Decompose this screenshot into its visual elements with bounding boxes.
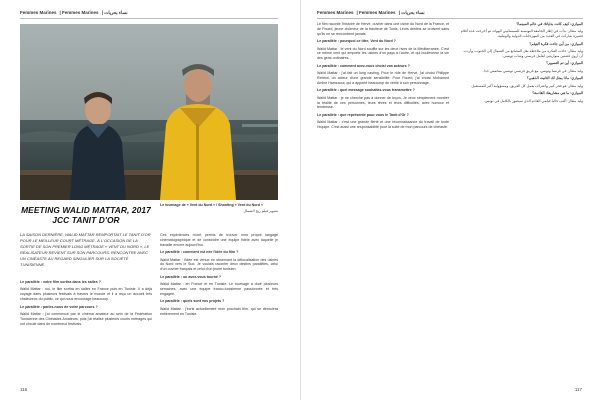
column-b [160, 233, 278, 319]
paragraph: وليد مطار: هو فخر كبير واعتراف بعمل كل الفريق، ومسؤولية أكبر للمستقبل. [470, 83, 583, 88]
paragraph: Le parallèle : comment avez-vous choisi vos acteurs ? [317, 63, 410, 68]
paragraph: Walid Mattar : en France et en Tunisie. Le tournage a duré plusieurs semaines, avec une équipe franco-tunisienne passionnée et très engagée. [160, 282, 278, 296]
running-header: Femmes Marines | Femmes Marines | نساء بحريات [317, 10, 425, 15]
paragraph: الموازي: من أين جاءت فكرة الفيلم؟ [529, 41, 583, 46]
paragraph: Walid Mattar : oui, le film sortira en salles en France puis en Tunisie. Il a déjà voyagé dans plusieurs festivals à travers le monde et il a reçu un accueil très chaleureux du public, ce qui nous encourage beaucoup. [20, 287, 152, 302]
right-page [300, 0, 600, 400]
photo-caption [160, 203, 278, 214]
running-header: Femmes Marines | Femmes Marines | نساء بحريات [20, 10, 128, 15]
header-title-fr: Femmes Marines [359, 10, 396, 15]
paragraph: Le film raconte l'histoire de Hervé, ouvrier dans une usine du Nord de la France, et de Foued, jeune chômeur de la banlieue de Tunis. Leurs destins se croisent sans qu'ils ne se rencontrent jamais. [317, 22, 449, 36]
column-a [20, 280, 152, 329]
paragraph: Walid Mattar : j'écris actuellement mon prochain film, qui se déroulera entièrement en Tunisie. [160, 306, 278, 316]
caption-ar: تصوير فيلم ريح الشمال [243, 208, 278, 213]
header-title-ar: نساء بحريات [401, 10, 425, 15]
paragraph: Walid Mattar : l'idée est venue en observant la délocalisation des usines du Nord vers le Sud. Je voulais raconter deux destins parallèles, celui d'un ouvrier français et celui d'un jeune tunisien. [160, 257, 278, 272]
paragraph: الموازي: ما هي مشاريعك القادمة؟ [532, 91, 583, 96]
photo-illustration [20, 24, 278, 200]
page-number-left: 116 [20, 387, 28, 392]
paragraph: Walid Mattar : je ne cherche pas à donner de leçon. Je veux simplement montrer la réalité de ces personnes, leurs rêves et leurs difficultés, avec humour et tendresse. [317, 95, 449, 110]
header-title-en: Femmes Marines [20, 10, 57, 15]
paragraph: Le parallèle : quel message souhaitez-vous transmettre ? [317, 88, 415, 93]
paragraph: Le parallèle : où avez-vous tourné ? [160, 274, 222, 279]
paragraph: Le parallèle : votre film sortira dans les salles ? [20, 280, 101, 284]
paragraph: Ces expériences m'ont permis de trouver mon propre langage cinématographique et de construire une équipe fidèle avec laquelle je travaille encore aujourd'hui. [160, 233, 278, 247]
page-number-right: 117 [574, 387, 582, 392]
photo [20, 24, 278, 200]
paragraph: Le parallèle : comment est née l'idée du film ? [160, 250, 239, 255]
paragraph: الموازي: أين تم التصوير؟ [546, 61, 583, 66]
paragraph: وليد مطار: بدأت في إطار الجامعة التونسية للسينمائيين الهواة، ثم أخرجت عدة أفلام قصيرة شاركت في العديد من المهرجانات الدولية والوطنية. [460, 29, 583, 39]
paragraph: Le parallèle : parlez-nous de votre parcours ? [20, 304, 98, 309]
paragraph: Le parallèle : quels sont vos projets ? [160, 299, 225, 304]
article-title: MEETING WALID MATTAR, 2017 JCC TANIT D'OR [21, 205, 151, 225]
paragraph: وليد مطار: في فرنسا وتونس، مع فريق فرنسي تونسي متحمس جدا. [482, 68, 583, 73]
paragraph: Le parallèle : que représente pour vous le Tanit d'Or ? [317, 112, 409, 117]
paragraph: وليد مطار: أكتب حاليا فيلمي القادم الذي سيصور بالكامل في تونس. [484, 98, 583, 103]
paragraph: Walid Mattar : j'ai fait un long casting. Pour le rôle de Hervé, j'ai choisi Philippe Rebbot, un acteur d'une grande sensibilité. Pour Foued, j'ai choisi Mohamed Amine Hamzaoui, qui a apporté beaucoup de vérité à son personnage. [317, 71, 449, 85]
paragraph: الموازي: كيف كانت بداياتك في عالم السينما؟ [516, 22, 583, 26]
paragraph: Le parallèle : pourquoi ce titre, Vent du Nord ? [317, 39, 396, 44]
paragraph: Walid Mattar : le vent du Nord souffle sur les deux rives de la Méditerranée. C'est ce même vent qui emporte les usines d'un pays à l'autre, et qui bouleverse la vie des gens ordinaires. [317, 46, 449, 61]
header-title-en: Femmes Marines [317, 10, 354, 15]
paragraph: الموازي: ماذا يمثل لك التانيت الذهبي؟ [526, 76, 583, 81]
paragraph: Walid Mattar : j'ai commencé par le cinéma amateur au sein de la Fédération Tunisienne des Cinéastes Amateurs, puis j'ai réalisé plusieurs courts métrages qui ont circulé dans de nombreux festivals. [20, 312, 152, 326]
paragraph: وليد مطار: جاءت الفكرة من ملاحظة نقل المصانع من الشمال إلى الجنوب، وأردت أن أروي قصتين متوازيتين لعامل فرنسي وشاب تونسي. [463, 49, 583, 58]
article-intro: LA SAISON DERNIÈRE, WALID MATTAR REMPORTAIT LE TANIT D'OR POUR LE MEILLEUR COURT MÉTRAGE. À L'OCCASION DE LA SORTIE DE SON PREMIER LONG MÉTRAGE « VENT DU NORD », LE RÉALISATEUR REVIENT SUR SON PARCOURS. RENCONTRE AVEC UN CINÉASTE AU REGARD SINGULIER SUR LA SOCIÉTÉ TUNISIENNE. [20, 232, 151, 267]
header-title-ar: نساء بحريات [104, 10, 128, 15]
header-rule [317, 18, 583, 19]
column-d-arabic [459, 22, 583, 106]
header-rule [20, 18, 278, 19]
header-title-fr: Femmes Marines [62, 10, 99, 15]
paragraph: Walid Mattar : c'est une grande fierté et une reconnaissance du travail de toute l'équipe. C'est aussi une responsabilité pour la suite de mon parcours de cinéaste. [317, 120, 449, 130]
column-c [317, 22, 449, 133]
caption-en: Le tournage de « Vent du Nord » / Shooting « Vent du Nord » [160, 203, 264, 207]
